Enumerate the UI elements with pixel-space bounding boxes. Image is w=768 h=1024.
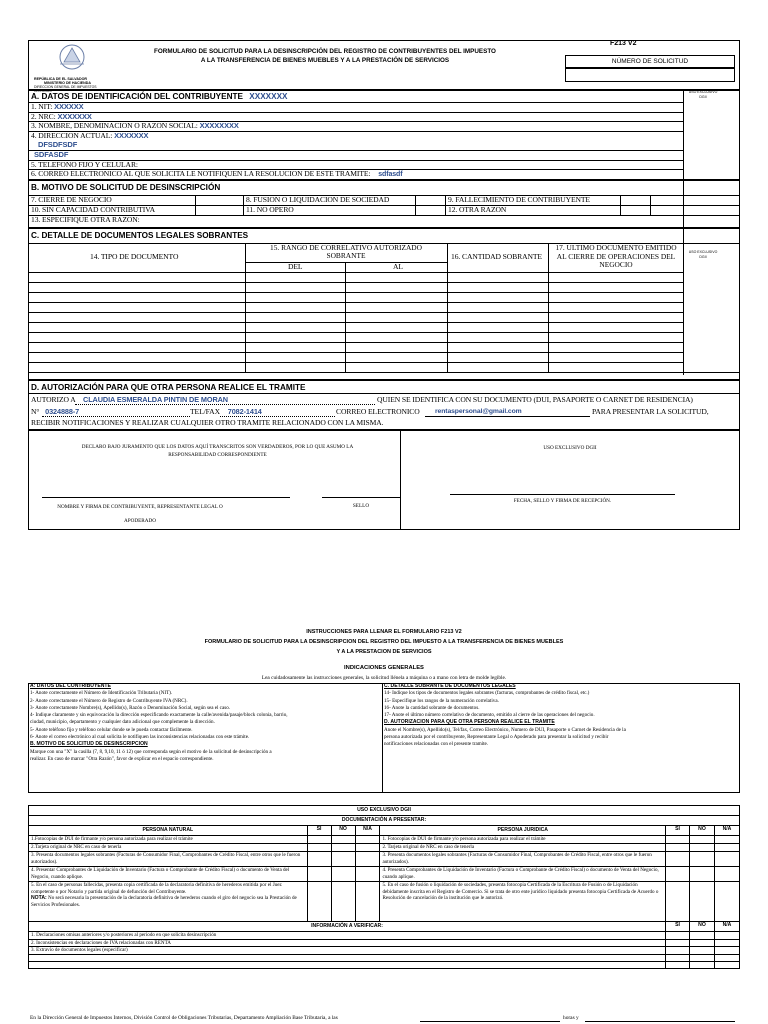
logo-line-1: REPÚBLICA DE EL SALVADOR — [34, 77, 87, 81]
pj-row-3: 3. Presenta documentos legales sobrantes (Facturas de Consumidor Final, Comprobantes de Crédito Fiscal, entre otros que le fueron autorizados). — [380, 852, 666, 867]
footer-minutos-line[interactable] — [585, 1021, 735, 1022]
nrc-row[interactable]: 2. NRC: XXXXXXX — [31, 112, 92, 121]
doc-value[interactable]: 0324888-7 — [45, 407, 80, 416]
tel-value[interactable]: 7082-1414 — [227, 407, 262, 416]
numero-solicitud-value[interactable] — [565, 68, 735, 82]
pj-2-si[interactable] — [666, 844, 690, 852]
pn-5-si[interactable] — [307, 882, 331, 922]
pn-3-no[interactable] — [331, 852, 355, 867]
pn-4-na[interactable] — [355, 867, 380, 882]
section-b-title: B. MOTIVO DE SOLICITUD DE DESINSCRIPCIÓN — [31, 183, 221, 192]
logo-line-2: MINISTERIO DE HACIENDA — [44, 81, 91, 85]
option-13-row[interactable]: 13. ESPECIFIQUE OTRA RAZON: — [31, 215, 140, 224]
logo-line-4: INTERNOS — [34, 89, 52, 93]
option-8-checkbox[interactable] — [416, 196, 444, 204]
section-c-title: C. DETALLE DE DOCUMENTOS LEGALES SOBRANTES — [31, 231, 249, 240]
section-d-title: D. AUTORIZACIÓN PARA QUE OTRA PERSONA REALICE EL TRAMITE — [31, 383, 306, 392]
info-2-na[interactable] — [714, 939, 739, 947]
pn-3-si[interactable] — [307, 852, 331, 867]
info-verificar-title: INFORMACIÓN A VERIFICAR: — [29, 922, 666, 932]
info-no-header: NO — [689, 922, 714, 932]
info-4-na[interactable] — [714, 954, 739, 961]
nit-row[interactable]: 1. NIT: XXXXXX — [31, 102, 84, 111]
info-row-1: 1. Declaraciones omisas anteriores y/o posteriores al periodo en que solicita desinscripción — [29, 932, 666, 940]
para-presentar: PARA PRESENTAR LA SOLICITUD, — [592, 407, 709, 416]
nit-value[interactable]: XXXXXX — [54, 102, 84, 111]
al-header: AL — [393, 262, 403, 271]
uso-exclusivo-label: USO EXCLUSIVO DGII — [543, 445, 597, 451]
pn-1-no[interactable] — [331, 836, 355, 844]
dgii-documentation-table — [28, 805, 740, 969]
dgii-table-title: USO EXCLUSIVO DGII — [29, 806, 740, 816]
info-row-2: 2. Inconsistencias en declaraciones de IVA relacionadas con RENTA — [29, 939, 666, 947]
info-5-si[interactable] — [666, 961, 690, 968]
option-10-label: 10. SIN CAPACIDAD CONTRIBUTIVA — [31, 205, 155, 214]
pj-1-no[interactable] — [689, 836, 714, 844]
pj-row-4: 4. Presenta Comprobantes de Liquidación de Inventario (Factura o Comprobante de Crédito Fiscal) o documento de Venta del Negocio, cuando aplique. — [380, 867, 666, 882]
pn-row-3: 3. Presenta documentos legales sobrantes (Facturas de Consumidor Final, Comprobantes de Crédito Fiscal, entre otros que le fueron autorizados). — [29, 852, 308, 867]
declaration-text: DECLARO BAJO JURAMENTO QUE LOS DATOS AQUÍ TRANSCRITOS SON VERDADEROS, POR LO QUE ASUMO LA RESPONSABILIDAD CORRESPONDIENTE — [81, 444, 354, 458]
instructions-right: C. DETALLE SOBRANTE DE DOCUMENTOS LEGALES 14- Indique los tipos de documentos legales sobrantes (facturas, comprobantes de crédito fiscal, etc.) 15- Especifique los rangos de la numeración correlativa. 16- Anote la cantidad sobrante de documentos. 17- Anote el último número correlativo de documento, emitido al cierre de las operaciones del negocio. D. AUTORIZACION PARA QUE OTRA PERSONA REALICE EL TRAMITE Anote el Nombre(s), Apellido(s), Tel/fax, Correo Electrónico, Numero de DUI, Pasaporte o Carnet de Residencia de la persona autorizada por el contribuyente, Representante Legal o Apoderado para presentar la solicitud y recibir notificaciones relacionadas con el presente tramite. — [384, 683, 626, 748]
sello-line[interactable] — [322, 497, 400, 498]
nrc-value[interactable]: XXXXXXX — [57, 112, 92, 121]
pn-row-2: 2.Tarjeta original de NRC en caso de tenerla — [29, 844, 308, 852]
no-header-pj: NO — [689, 826, 714, 836]
fecha-label: FECHA, SELLO Y FIRMA DE RECEPCIÓN. — [513, 498, 612, 504]
pn-row-5: 5. En el caso de personas fallecidas, presenta copia certificada de la declaratoria definitiva de herederos emitida por el Juez competente o por Notario y partida original de defunción del Contribuyente. NOTA: No será necesaria la presentación de la declaratoria definitiva de herederos cuando el giro del negocio sea la Prestación de Servicios Profesionales. — [29, 882, 308, 922]
quien-identifica: QUIEN SE IDENTIFICA CON SU DOCUMENTO (DUI, PASAPORTE O CARNET DE RESIDENCIA) — [377, 395, 693, 404]
nombre-row[interactable]: 3. NOMBRE, DENOMINACION O RAZON SOCIAL: XXXXXXXX — [31, 121, 239, 130]
footer-horas: horas y — [563, 1015, 579, 1021]
correo-row[interactable]: 6. CORREO ELECTRONICO AL QUE SOLICITA LE NOTIFIQUEN LA RESOLUCION DE ESTE TRAMITE: sdfasdf — [31, 169, 403, 178]
pj-1-si[interactable] — [666, 836, 690, 844]
info-na-header: N/A — [714, 922, 739, 932]
firma-line[interactable] — [42, 497, 290, 498]
option-7-label: 7. CIERRE DE NEGOCIO — [31, 195, 112, 204]
info-si-header: SI — [666, 922, 690, 932]
si-header-pj: SI — [666, 826, 690, 836]
info-2-no[interactable] — [689, 939, 714, 947]
col-17-header: 17. ULTIMO DOCUMENTO EMITIDO AL CIERRE DE OPERACIONES DEL NEGOCIO — [555, 243, 677, 269]
info-row-4[interactable] — [29, 954, 666, 961]
option-8-label: 8. FUSION O LIQUIDACION DE SOCIEDAD — [246, 195, 390, 204]
info-1-na[interactable] — [714, 932, 739, 940]
pj-5-na[interactable] — [714, 882, 739, 922]
info-3-no[interactable] — [689, 947, 714, 955]
pn-5-na[interactable] — [355, 882, 380, 922]
firma-label: NOMBRE Y FIRMA DE CONTRIBUYENTE, REPRESENTANTE LEGAL O APODERADO — [57, 504, 223, 524]
direccion-line-2[interactable]: DFSDFSDF — [38, 140, 78, 149]
del-header: DEL — [288, 262, 303, 271]
dgii-table-subtitle: DOCUMENTACIÓN A PRESENTAR: — [29, 816, 740, 826]
instructions-left: A: DATOS DEL CONTRIBUYENTE 1- Anote correctamente el Número de Identificación Tributaria (NIT). 2- Anote correctamente el Número de Registro de Contribuyente IVA (NRC). 3- Anote correctamente Nombre(s), Apellido(s), Razón o Denominación Social, según sea el caso. 4- Indique claramente y sin equivocación la dirección especificando exactamente la calle/avenida/pasaje/block colonia, barrio, ciudad, municipio, departamento y cualquier dato adicional que complemente la dirección. 5- Anote teléfono fijo y teléfono celular donde se le pueda contactar fácilmente. 6- Anote el correo electrónico al cual solicita le notifiquen las inconsistencias relacionadas con este trámite. B. MOTIVO DE SOLICITUD DE DESINSCRIPCION Marque con una "X" la casilla (7, 8, 9,10, 11 ó 12) que corresponda según el motivo de la solicitud de desinscripción a realizar. En caso de marcar "Otra Razón", favor de explicar en el espacio correspondiente. — [30, 683, 288, 762]
pj-row-5: 5. En el caso de fusión o liquidación de sociedades, presenta fotocopia Certificada de la Escritura de Fusión o de Liquidación debidamente inscrita en el Registro de Comercio. Si se trata de otro ente jurídico liquidado presenta fotocopia Certificada de Acuerdo o Resolución de cancelación de la institución que le autorizó. — [380, 882, 666, 922]
pj-1-na[interactable] — [714, 836, 739, 844]
si-header: SI — [307, 826, 331, 836]
tel-row[interactable]: TEL/FAX 7082-1414 — [190, 407, 262, 416]
info-2-si[interactable] — [666, 939, 690, 947]
option-7-checkbox[interactable] — [196, 196, 242, 204]
info-4-si[interactable] — [666, 954, 690, 961]
direccion-line-3[interactable]: SDFASDF — [34, 150, 69, 159]
info-4-no[interactable] — [689, 954, 714, 961]
doc-row[interactable]: N° 0324888-7 — [31, 407, 80, 416]
pn-row-4: 4. Presentar Comprobantes de Liquidación de Inventario (Factura o Comprobante de Crédito Fiscal) o documento de Venta del Negocio, cuando aplique. — [29, 867, 308, 882]
section-a-title-value: XXXXXXX — [249, 92, 288, 101]
pj-4-na[interactable] — [714, 867, 739, 882]
pj-2-no[interactable] — [689, 844, 714, 852]
pj-3-na[interactable] — [714, 852, 739, 867]
pn-2-na[interactable] — [355, 844, 380, 852]
uso-dgii-a: USO EXCLUSIVO DGII — [688, 90, 718, 99]
nombre-value[interactable]: XXXXXXXX — [199, 121, 239, 130]
correo-value[interactable]: sdfasdf — [378, 171, 403, 178]
info-5-na[interactable] — [714, 961, 739, 968]
persona-autorizada[interactable]: CLAUDIA ESMERALDA PINTIN DE MORAN — [83, 395, 228, 404]
option-9-label: 9. FALLECIMIENTO DE CONTRIBUYENTE — [448, 195, 590, 204]
col-15-header: 15. RANGO DE CORRELATIVO AUTORIZADO SOBRANTE — [270, 243, 422, 260]
pj-4-si[interactable] — [666, 867, 690, 882]
pn-3-na[interactable] — [355, 852, 380, 867]
no-header: NO — [331, 826, 355, 836]
option-12-checkbox[interactable] — [621, 206, 649, 214]
info-row-5[interactable] — [29, 961, 666, 968]
na-header-pj: N/A — [714, 826, 739, 836]
direccion-row[interactable]: 4. DIRECCION ACTUAL: XXXXXXX — [31, 131, 149, 140]
persona-juridica-header: PERSONA JURIDICA — [380, 826, 666, 836]
pj-5-no[interactable] — [689, 882, 714, 922]
pj-row-1: 1. Fotocopias de DUI de firmante y/o persona autorizada para realizar el trámite — [380, 836, 666, 844]
col-14-header: 14. TIPO DE DOCUMENTO — [90, 252, 179, 261]
option-11-checkbox[interactable] — [416, 206, 444, 214]
option-12-label: 12. OTRA RAZON — [448, 205, 507, 214]
correo-d-label: CORREO ELECTRONICO — [336, 407, 420, 416]
numero-solicitud-field[interactable] — [565, 55, 735, 68]
section-a-title: A. DATOS DE IDENTIFICACIÓN DEL CONTRIBUYENTE XXXXXXX — [31, 92, 288, 101]
sello-label: SELLO — [352, 503, 370, 509]
info-1-no[interactable] — [689, 932, 714, 940]
info-5-no[interactable] — [689, 961, 714, 968]
instructions-title-2: FORMULARIO DE SOLICITUD PARA LA DESINSCRIPCION DEL REGISTRO DEL IMPUESTO A LA TRANSFERENCIA DE BIENES MUEBLES — [204, 639, 564, 645]
pn-row-1: 1.Fotocopias de DUI de firmante y/o persona autorizada para realizar el trámite — [29, 836, 308, 844]
form-title-line-1: FORMULARIO DE SOLICITUD PARA LA DESINSCRIPCIÓN DEL REGISTRO DE CONTRIBUYENTES DEL IMPUESTO — [154, 48, 496, 55]
option-11-label: 11. NO OPERO — [246, 205, 294, 214]
indicaciones-generales: INDICACIONES GENERALES — [344, 665, 424, 671]
pn-5-no[interactable] — [331, 882, 355, 922]
pj-4-no[interactable] — [689, 867, 714, 882]
pn-4-no[interactable] — [331, 867, 355, 882]
coat-of-arms-icon — [34, 42, 110, 72]
footer-hora-line[interactable] — [420, 1021, 560, 1022]
pj-3-no[interactable] — [689, 852, 714, 867]
government-logo — [34, 42, 110, 93]
pn-2-si[interactable] — [307, 844, 331, 852]
pj-row-2: 2. Tarjeta original de NRC en caso de tenerla — [380, 844, 666, 852]
pn-1-na[interactable] — [355, 836, 380, 844]
form-code: F213 V2 — [610, 40, 637, 47]
instructions-title-1: INSTRUCCIONES PARA LLENAR EL FORMULARIO F213 V2 — [306, 629, 462, 635]
uso-dgii-c: USO EXCLUSIVO DGII — [688, 250, 718, 259]
footer-text: En la Dirección General de Impuestos Internos, División Control de Obligaciones Tributarias, Departamento Ampliación Base Tributaria, a las — [30, 1015, 338, 1021]
lea-instrucciones: Lea cuidadosamente las instrucciones generales, la solicitud llénela a máquina o a mano con letra de molde legible. — [261, 675, 507, 681]
option-10-checkbox[interactable] — [196, 206, 242, 214]
telefono-row[interactable]: 5. TELEFONO FIJO Y CELULAR: — [31, 160, 138, 169]
recibir-notificaciones: RECIBIR NOTIFICACIONES Y REALIZAR CUALQUIER OTRO TRAMITE RELACIONADO CON LA MISMA. — [31, 418, 384, 427]
autorizo-row[interactable]: AUTORIZO A CLAUDIA ESMERALDA PINTIN DE MORAN — [31, 395, 228, 404]
pn-2-no[interactable] — [331, 844, 355, 852]
logo-line-3: DIRECCION GENERAL DE IMPUESTOS — [34, 85, 97, 89]
pj-3-si[interactable] — [666, 852, 690, 867]
pj-2-na[interactable] — [714, 844, 739, 852]
info-1-si[interactable] — [666, 932, 690, 940]
documents-table-body[interactable] — [29, 273, 682, 372]
instructions-title-3: Y A LA PRESTACION DE SERVICIOS — [336, 649, 432, 655]
info-row-3: 3. Extravío de documentos legales (especificar) — [29, 947, 666, 955]
info-3-si[interactable] — [666, 947, 690, 955]
persona-natural-header: PERSONA NATURAL — [29, 826, 308, 836]
direccion-value[interactable]: XXXXXXX — [114, 131, 149, 140]
numero-solicitud-label: NÚMERO DE SOLICITUD — [611, 58, 689, 65]
pj-5-si[interactable] — [666, 882, 690, 922]
col-16-header: 16. CANTIDAD SOBRANTE — [451, 252, 542, 261]
info-3-na[interactable] — [714, 947, 739, 955]
correo-d-value[interactable]: rentaspersonal@gmail.com — [435, 408, 522, 415]
na-header: N/A — [355, 826, 380, 836]
pn-4-si[interactable] — [307, 867, 331, 882]
form-title-line-2: A LA TRANSFERENCIA DE BIENES MUEBLES Y A LA PRESTACIÓN DE SERVICIOS — [200, 57, 450, 64]
recepcion-line[interactable] — [450, 494, 675, 495]
pn-1-si[interactable] — [307, 836, 331, 844]
option-9-checkbox[interactable] — [621, 196, 649, 204]
